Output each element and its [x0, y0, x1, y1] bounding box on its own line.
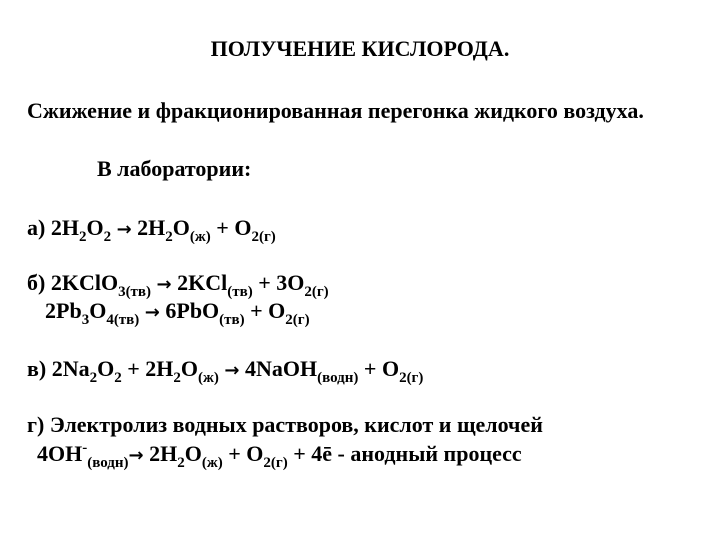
equation-a: а) $2H_2O_2 \to 2H_2O_{(ж)} + O_{2(г)}$ [27, 215, 276, 245]
equation-b: б) 2KClO$_{3(тв)}$ → $2KCl_{(тв)} + 3O_{2(г)}$ [27, 270, 329, 300]
arrow-icon: → [144, 302, 160, 323]
arrow-icon: → [128, 445, 144, 466]
electrolysis-heading: г) Электролиз водных растворов, кислот и щелочей [27, 412, 543, 437]
page-title: ПОЛУЧЕНИЕ КИСЛОРОДА. [210, 36, 510, 61]
equation-g: $4OH^-_{(водн)}\to 2H_2O_{(ж)} + O_{2(г)}$ + 4ē - анодный процесс [37, 440, 522, 471]
lab-heading: В лаборатории: [97, 156, 252, 181]
equation-b2: $2Pb_3O_{4(тв)} \to 6PbO_{(тв)} + O_{2(г)}$ [45, 298, 310, 328]
intro-text: Сжижение и фракционированная перегонка жидкого воздуха. [27, 98, 644, 123]
arrow-icon: → [156, 274, 172, 295]
arrow-icon: → [224, 360, 240, 381]
equation-v: в) $2Na_2O_2 + 2H_2O_{(ж)}$ → 4NaOH$_{(водн)}$ + $O_{2(г)}$ [27, 356, 424, 386]
arrow-icon: → [116, 219, 132, 240]
